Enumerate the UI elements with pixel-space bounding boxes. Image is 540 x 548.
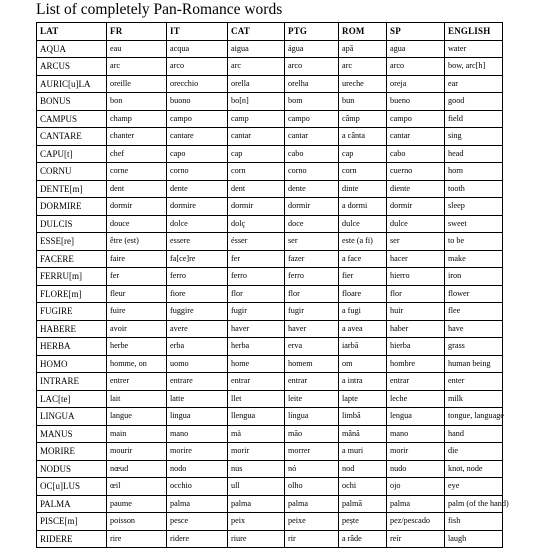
- cell-sp: cantar: [387, 128, 445, 146]
- cell-cat: arc: [228, 58, 285, 76]
- table-row: [37, 75, 503, 93]
- table-row: [37, 145, 503, 163]
- cell-rom: a muri: [339, 443, 387, 461]
- cell-rom: a dormi: [339, 198, 387, 216]
- cell-cat: dent: [228, 180, 285, 198]
- cell-english: sweet: [445, 215, 503, 233]
- cell-english: die: [445, 443, 503, 461]
- table-row: [37, 373, 503, 391]
- cell-ptg: fazer: [285, 250, 339, 268]
- cell-it: occhio: [167, 478, 228, 496]
- cell-ptg: dormir: [285, 198, 339, 216]
- cell-cat: fugir: [228, 303, 285, 321]
- cell-fr: homme, on: [107, 355, 167, 373]
- cell-lat: FUGIRE: [37, 303, 107, 321]
- cell-rom: ureche: [339, 75, 387, 93]
- cell-cat: home: [228, 355, 285, 373]
- cell-ptg: ser: [285, 233, 339, 251]
- table-row: [37, 443, 503, 461]
- cell-cat: llengua: [228, 408, 285, 426]
- cell-fr: être (est): [107, 233, 167, 251]
- cell-fr: eau: [107, 40, 167, 58]
- column-header-english: ENGLISH: [445, 23, 503, 41]
- cell-cat: riure: [228, 530, 285, 548]
- cell-rom: iarbă: [339, 338, 387, 356]
- table-row: [37, 495, 503, 513]
- cell-sp: pez/pescado: [387, 513, 445, 531]
- cell-fr: mourir: [107, 443, 167, 461]
- cell-fr: chef: [107, 145, 167, 163]
- cell-lat: NODUS: [37, 460, 107, 478]
- cell-cat: haver: [228, 320, 285, 338]
- cell-lat: HOMO: [37, 355, 107, 373]
- table-row: [37, 268, 503, 286]
- cell-rom: a fugi: [339, 303, 387, 321]
- cell-lat: LINGUA: [37, 408, 107, 426]
- cell-it: cantare: [167, 128, 228, 146]
- table-body: [37, 40, 509, 548]
- cell-sp: hierro: [387, 268, 445, 286]
- cell-cat: flor: [228, 285, 285, 303]
- cell-it: essere: [167, 233, 228, 251]
- cell-lat: AQUA: [37, 40, 107, 58]
- cell-lat: DENTE[m]: [37, 180, 107, 198]
- cell-cat: aigua: [228, 40, 285, 58]
- cell-rom: a intra: [339, 373, 387, 391]
- cell-it: nodo: [167, 460, 228, 478]
- cell-it: capo: [167, 145, 228, 163]
- cell-fr: langue: [107, 408, 167, 426]
- cell-it: arco: [167, 58, 228, 76]
- cell-english: enter: [445, 373, 503, 391]
- table-row: [37, 408, 503, 426]
- cell-english: grass: [445, 338, 503, 356]
- cell-lat: OC[u]LUS: [37, 478, 107, 496]
- cell-fr: champ: [107, 110, 167, 128]
- cell-sp: hombre: [387, 355, 445, 373]
- cell-lat: MANUS: [37, 425, 107, 443]
- cell-it: fuggire: [167, 303, 228, 321]
- cell-ptg: ferro: [285, 268, 339, 286]
- cell-ptg: haver: [285, 320, 339, 338]
- cell-english: water: [445, 40, 503, 58]
- cell-fr: fer: [107, 268, 167, 286]
- cell-rom: ochi: [339, 478, 387, 496]
- cell-sp: dormir: [387, 198, 445, 216]
- cell-lat: CORNU: [37, 163, 107, 181]
- cell-rom: mână: [339, 425, 387, 443]
- cell-rom: câmp: [339, 110, 387, 128]
- cell-it: erba: [167, 338, 228, 356]
- cell-fr: fleur: [107, 285, 167, 303]
- cell-ptg: corno: [285, 163, 339, 181]
- cell-rom: a râde: [339, 530, 387, 548]
- cell-ptg: morrer: [285, 443, 339, 461]
- cell-ptg: rir: [285, 530, 339, 548]
- table-row: [37, 530, 503, 548]
- cell-english: bow, arc[h]: [445, 58, 503, 76]
- cell-fr: bon: [107, 93, 167, 111]
- cell-sp: diente: [387, 180, 445, 198]
- cell-sp: campo: [387, 110, 445, 128]
- cell-cat: cantar: [228, 128, 285, 146]
- cell-sp: palma: [387, 495, 445, 513]
- cell-cat: orella: [228, 75, 285, 93]
- cell-rom: palmă: [339, 495, 387, 513]
- cell-english: flee: [445, 303, 503, 321]
- cell-lat: PALMA: [37, 495, 107, 513]
- table-row: [37, 40, 503, 58]
- cell-ptg: dente: [285, 180, 339, 198]
- column-header-rom: ROM: [339, 23, 387, 41]
- table-row: [37, 180, 503, 198]
- cell-english: knot, node: [445, 460, 503, 478]
- cell-lat: FACERE: [37, 250, 107, 268]
- cell-fr: nœud: [107, 460, 167, 478]
- cell-ptg: flor: [285, 285, 339, 303]
- cell-rom: bun: [339, 93, 387, 111]
- cell-ptg: palma: [285, 495, 339, 513]
- cell-it: dolce: [167, 215, 228, 233]
- cell-sp: ser: [387, 233, 445, 251]
- cell-rom: apă: [339, 40, 387, 58]
- cell-lat: PISCE[m]: [37, 513, 107, 531]
- column-header-fr: FR: [107, 23, 167, 41]
- cell-lat: RIDERE: [37, 530, 107, 548]
- cell-ptg: fugir: [285, 303, 339, 321]
- cell-sp: cabo: [387, 145, 445, 163]
- cell-it: dormire: [167, 198, 228, 216]
- column-header-it: IT: [167, 23, 228, 41]
- cell-it: acqua: [167, 40, 228, 58]
- cell-ptg: peixe: [285, 513, 339, 531]
- table-row: [37, 303, 503, 321]
- cell-lat: CAMPUS: [37, 110, 107, 128]
- cell-cat: fer: [228, 250, 285, 268]
- cell-lat: ARCUS: [37, 58, 107, 76]
- cell-fr: douce: [107, 215, 167, 233]
- cell-sp: cuerno: [387, 163, 445, 181]
- cell-english: human being: [445, 355, 503, 373]
- cell-it: corno: [167, 163, 228, 181]
- cell-fr: fuire: [107, 303, 167, 321]
- cell-fr: dormir: [107, 198, 167, 216]
- table-row: [37, 93, 503, 111]
- cell-english: sing: [445, 128, 503, 146]
- table-row: [37, 355, 503, 373]
- cell-it: orecchio: [167, 75, 228, 93]
- cell-it: mano: [167, 425, 228, 443]
- cell-cat: ferro: [228, 268, 285, 286]
- cell-rom: a face: [339, 250, 387, 268]
- cell-lat: DORMIRE: [37, 198, 107, 216]
- cell-english: have: [445, 320, 503, 338]
- cell-sp: dulce: [387, 215, 445, 233]
- cell-english: tooth: [445, 180, 503, 198]
- cell-english: milk: [445, 390, 503, 408]
- cell-ptg: campo: [285, 110, 339, 128]
- cell-english: field: [445, 110, 503, 128]
- cell-rom: pește: [339, 513, 387, 531]
- cell-rom: fier: [339, 268, 387, 286]
- cell-rom: limbă: [339, 408, 387, 426]
- cell-it: ridere: [167, 530, 228, 548]
- cell-rom: floare: [339, 285, 387, 303]
- cell-rom: corn: [339, 163, 387, 181]
- cell-cat: herba: [228, 338, 285, 356]
- cell-cat: corn: [228, 163, 285, 181]
- cell-sp: lengua: [387, 408, 445, 426]
- cell-ptg: mão: [285, 425, 339, 443]
- cell-it: uomo: [167, 355, 228, 373]
- cell-it: morire: [167, 443, 228, 461]
- column-header-sp: SP: [387, 23, 445, 41]
- document-title: List of completely Pan-Romance words: [36, 1, 283, 18]
- cell-english: good: [445, 93, 503, 111]
- cell-rom: cap: [339, 145, 387, 163]
- cell-ptg: erva: [285, 338, 339, 356]
- cell-rom: dulce: [339, 215, 387, 233]
- cell-sp: hacer: [387, 250, 445, 268]
- cell-lat: HABERE: [37, 320, 107, 338]
- table-row: [37, 128, 503, 146]
- cell-cat: peix: [228, 513, 285, 531]
- cell-sp: hierba: [387, 338, 445, 356]
- cell-lat: CANTARE: [37, 128, 107, 146]
- cell-sp: ojo: [387, 478, 445, 496]
- cell-it: buono: [167, 93, 228, 111]
- cell-sp: bueno: [387, 93, 445, 111]
- cell-ptg: olho: [285, 478, 339, 496]
- cell-sp: agua: [387, 40, 445, 58]
- column-header-ptg: PTG: [285, 23, 339, 41]
- cell-lat: LAC[te]: [37, 390, 107, 408]
- cell-sp: nudo: [387, 460, 445, 478]
- cell-lat: MORIRE: [37, 443, 107, 461]
- cell-cat: nus: [228, 460, 285, 478]
- cell-fr: oreille: [107, 75, 167, 93]
- cell-english: eye: [445, 478, 503, 496]
- cell-fr: paume: [107, 495, 167, 513]
- cell-fr: corne: [107, 163, 167, 181]
- cell-ptg: doce: [285, 215, 339, 233]
- table-row: [37, 250, 503, 268]
- cell-ptg: leite: [285, 390, 339, 408]
- table-row: [37, 233, 503, 251]
- cell-english: ear: [445, 75, 503, 93]
- cell-it: fiore: [167, 285, 228, 303]
- cell-rom: nod: [339, 460, 387, 478]
- cell-sp: morir: [387, 443, 445, 461]
- cell-cat: dolç: [228, 215, 285, 233]
- table-row: [37, 390, 503, 408]
- cell-it: lingua: [167, 408, 228, 426]
- cell-lat: DULCIS: [37, 215, 107, 233]
- cell-lat: FLORE[m]: [37, 285, 107, 303]
- cell-english: hand: [445, 425, 503, 443]
- table-row: [37, 58, 503, 76]
- cell-it: dente: [167, 180, 228, 198]
- cell-english: iron: [445, 268, 503, 286]
- cell-cat: morir: [228, 443, 285, 461]
- pan-romance-table: [36, 22, 509, 548]
- cell-sp: haber: [387, 320, 445, 338]
- cell-lat: BONUS: [37, 93, 107, 111]
- cell-cat: llet: [228, 390, 285, 408]
- cell-english: sleep: [445, 198, 503, 216]
- cell-fr: œil: [107, 478, 167, 496]
- table-row: [37, 198, 503, 216]
- cell-cat: bo[n]: [228, 93, 285, 111]
- cell-fr: entrer: [107, 373, 167, 391]
- cell-ptg: orelha: [285, 75, 339, 93]
- cell-lat: FERRU[m]: [37, 268, 107, 286]
- cell-rom: arc: [339, 58, 387, 76]
- cell-cat: entrar: [228, 373, 285, 391]
- cell-rom: a cânta: [339, 128, 387, 146]
- cell-sp: oreja: [387, 75, 445, 93]
- cell-rom: a avea: [339, 320, 387, 338]
- cell-english: horn: [445, 163, 503, 181]
- cell-fr: arc: [107, 58, 167, 76]
- cell-sp: reír: [387, 530, 445, 548]
- cell-fr: herbe: [107, 338, 167, 356]
- cell-lat: INTRARE: [37, 373, 107, 391]
- cell-cat: dormir: [228, 198, 285, 216]
- cell-fr: dent: [107, 180, 167, 198]
- table-row: [37, 425, 503, 443]
- cell-it: pesce: [167, 513, 228, 531]
- cell-fr: avoir: [107, 320, 167, 338]
- cell-ptg: entrar: [285, 373, 339, 391]
- cell-cat: palma: [228, 495, 285, 513]
- cell-it: avere: [167, 320, 228, 338]
- cell-sp: arco: [387, 58, 445, 76]
- cell-it: ferro: [167, 268, 228, 286]
- table-row: [37, 478, 503, 496]
- cell-cat: ull: [228, 478, 285, 496]
- cell-cat: ésser: [228, 233, 285, 251]
- cell-english: flower: [445, 285, 503, 303]
- table-row: [37, 338, 503, 356]
- cell-sp: leche: [387, 390, 445, 408]
- cell-rom: este (a fi): [339, 233, 387, 251]
- table-row: [37, 460, 503, 478]
- cell-english: to be: [445, 233, 503, 251]
- cell-lat: CAPU[t]: [37, 145, 107, 163]
- table-row: [37, 163, 503, 181]
- cell-ptg: língua: [285, 408, 339, 426]
- cell-cat: mà: [228, 425, 285, 443]
- cell-english: fish: [445, 513, 503, 531]
- cell-cat: cap: [228, 145, 285, 163]
- cell-ptg: nó: [285, 460, 339, 478]
- cell-fr: chanter: [107, 128, 167, 146]
- cell-fr: poisson: [107, 513, 167, 531]
- cell-english: make: [445, 250, 503, 268]
- cell-ptg: cabo: [285, 145, 339, 163]
- cell-sp: flor: [387, 285, 445, 303]
- cell-lat: ESSE[re]: [37, 233, 107, 251]
- cell-it: fa[ce]re: [167, 250, 228, 268]
- cell-english: laugh: [445, 530, 503, 548]
- cell-fr: faire: [107, 250, 167, 268]
- cell-fr: main: [107, 425, 167, 443]
- cell-it: campo: [167, 110, 228, 128]
- table-row: [37, 513, 503, 531]
- column-header-cat: CAT: [228, 23, 285, 41]
- cell-rom: dinte: [339, 180, 387, 198]
- table-row: [37, 110, 503, 128]
- cell-cat: camp: [228, 110, 285, 128]
- cell-english: palm (of the hand): [445, 495, 503, 513]
- cell-fr: lait: [107, 390, 167, 408]
- cell-ptg: cantar: [285, 128, 339, 146]
- cell-sp: huir: [387, 303, 445, 321]
- column-header-lat: LAT: [37, 23, 107, 41]
- cell-it: palma: [167, 495, 228, 513]
- cell-it: latte: [167, 390, 228, 408]
- cell-sp: mano: [387, 425, 445, 443]
- cell-ptg: arco: [285, 58, 339, 76]
- cell-fr: rire: [107, 530, 167, 548]
- table-row: [37, 320, 503, 338]
- cell-it: entrare: [167, 373, 228, 391]
- cell-sp: entrar: [387, 373, 445, 391]
- cell-english: tongue, language: [445, 408, 503, 426]
- cell-rom: om: [339, 355, 387, 373]
- cell-ptg: água: [285, 40, 339, 58]
- cell-ptg: bom: [285, 93, 339, 111]
- table-header-row: [37, 23, 503, 41]
- table-row: [37, 285, 503, 303]
- cell-lat: HERBA: [37, 338, 107, 356]
- cell-rom: lapte: [339, 390, 387, 408]
- cell-ptg: homem: [285, 355, 339, 373]
- cell-lat: AURIC[u]LA: [37, 75, 107, 93]
- table-row: [37, 215, 503, 233]
- cell-english: head: [445, 145, 503, 163]
